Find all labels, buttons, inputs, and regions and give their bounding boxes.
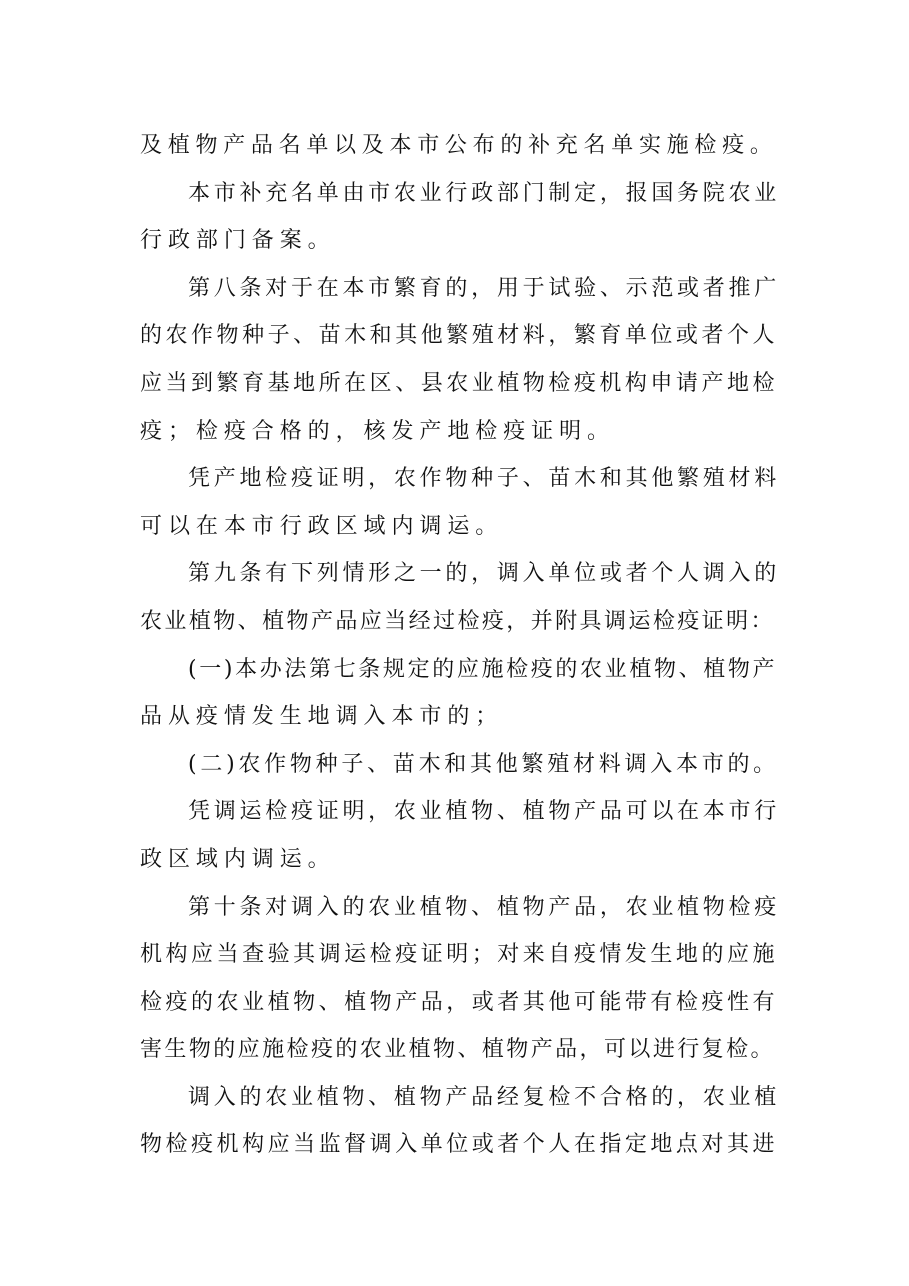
text-line: 行政部门备案。 bbox=[140, 228, 336, 254]
text-line: 疫；检疫合格的，核发产地检疫证明。 bbox=[140, 418, 615, 444]
text-line: 本市补充名单由市农业行政部门制定，报国务院农业 bbox=[188, 180, 781, 206]
text-line: 第十条对调入的农业植物、植物产品，农业植物检疫 bbox=[188, 894, 781, 920]
text-line: 及植物产品名单以及本市公布的补充名单实施检疫。 bbox=[140, 133, 778, 158]
text-line: 凭调运检疫证明，农业植物、植物产品可以在本市行 bbox=[188, 799, 781, 825]
text-line: 应当到繁育基地所在区、县农业植物检疫机构申请产地检 bbox=[140, 370, 779, 396]
text-line: 可以在本市行政区域内调运。 bbox=[140, 513, 504, 539]
text-line: 机构应当查验其调运检疫证明；对来自疫情发生地的应施 bbox=[140, 942, 779, 968]
text-line: (二)农作物种子、苗木和其他繁殖材料调入本市的。 bbox=[188, 751, 779, 777]
text-line: 检疫的农业植物、植物产品，或者其他可能带有检疫性有 bbox=[140, 989, 779, 1015]
text-line: 调入的农业植物、植物产品经复检不合格的，农业植 bbox=[188, 1084, 781, 1110]
text-line: 害生物的应施检疫的农业植物、植物产品，可以进行复检。 bbox=[140, 1037, 775, 1063]
text-line: 政区域内调运。 bbox=[140, 846, 336, 872]
text-line: 农业植物、植物产品应当经过检疫，并附具调运检疫证明： bbox=[140, 608, 775, 634]
text-line: 的农作物种子、苗木和其他繁殖材料，繁育单位或者个人 bbox=[140, 323, 779, 349]
document-body bbox=[140, 122, 780, 1169]
text-line: 凭产地检疫证明，农作物种子、苗木和其他繁殖材料 bbox=[188, 466, 781, 492]
text-line: 物检疫机构应当监督调入单位或者个人在指定地点对其进 bbox=[140, 1132, 779, 1158]
text-line: 品从疫情发生地调入本市的； bbox=[140, 704, 504, 730]
text-line: (一)本办法第七条规定的应施检疫的农业植物、植物产 bbox=[188, 656, 778, 682]
text-line: 第九条有下列情形之一的，调入单位或者个人调入的 bbox=[188, 561, 781, 587]
text-line: 第八条对于在本市繁育的，用于试验、示范或者推广 bbox=[188, 275, 781, 301]
